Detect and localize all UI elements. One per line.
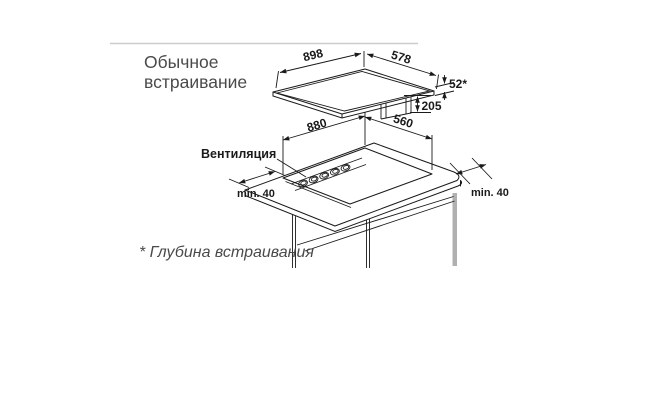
dim-hob-height: [435, 75, 467, 100]
page-title-line1: Обычное: [144, 52, 219, 72]
dim-cutout-depth-value: 560: [391, 111, 415, 131]
dim-hob-height-value: 52*: [449, 77, 468, 91]
footnote-label: * Глубина встраивания: [139, 244, 314, 261]
ventilation-label: Вентиляция: [201, 147, 277, 161]
dim-hob-depth-value: 578: [389, 47, 413, 67]
hob-drawing: [273, 46, 467, 119]
dim-box-depth: [404, 96, 442, 114]
dim-box-depth-value: 205: [421, 99, 442, 113]
dim-hob-width-value: 898: [301, 45, 325, 65]
dim-min-left-value: min. 40: [237, 188, 275, 200]
cabinet-door-gap-right: [367, 219, 370, 268]
dim-cutout-width-value: 880: [305, 115, 329, 135]
page-title-line2: встраивание: [144, 72, 248, 92]
dim-min-right-value: min. 40: [471, 187, 509, 199]
side-panel: [453, 193, 458, 266]
countertop-drawing: [201, 111, 509, 231]
hob-top-face: [273, 69, 434, 114]
